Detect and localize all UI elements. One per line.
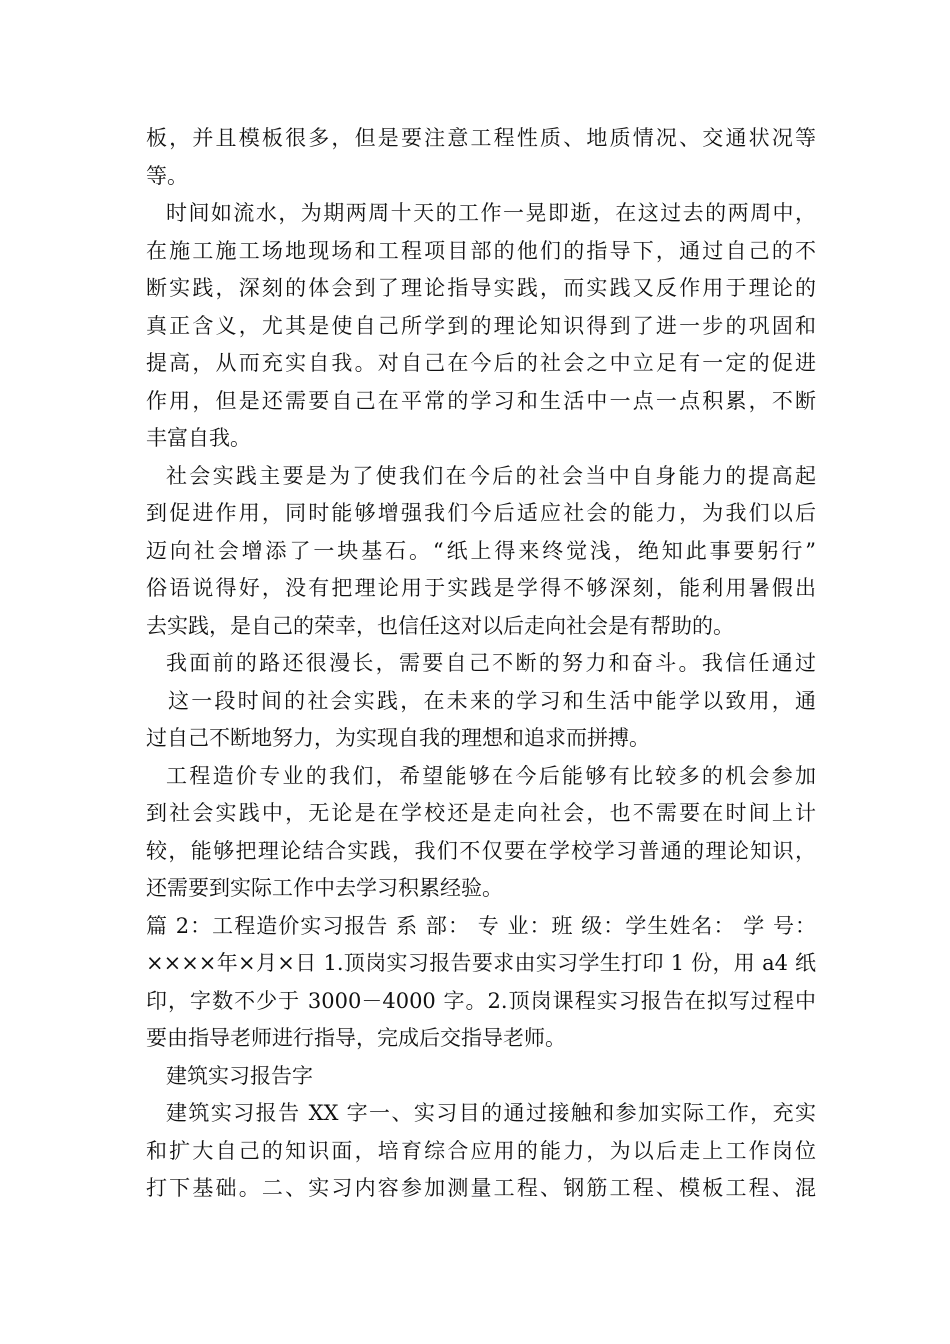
paragraph-line: 建筑实习报告 XX 字一、实习目的通过接触和参加实际工作，充实 (166, 1101, 816, 1125)
paragraph-line: 时间如流水，为期两周十天的工作一晃即逝，在这过去的两周中， (166, 201, 816, 225)
paragraph-line: 去实践，是自己的荣幸，也信任这对以后走向社会是有帮助的。 (146, 613, 734, 638)
paragraph-line: 工程造价专业的我们，希望能够在今后能够有比较多的机会参加 (166, 763, 816, 788)
paragraph-line: 作用，但是还需要自己在平常的学习和生活中一点一点积累，不断 (146, 388, 816, 413)
paragraph-line: 和扩大自己的知识面，培育综合应用的能力，为以后走上工作岗位 (146, 1138, 816, 1163)
paragraph-line: 俗语说得好，没有把理论用于实践是学得不够深刻，能利用暑假出 (146, 576, 816, 600)
paragraph-line: 较，能够把理论结合实践，我们不仅要在学校学习普通的理论知识， (146, 838, 816, 863)
section-heading-line: 篇 2：工程造价实习报告 系 部： 专 业：班 级：学生姓名： 学 号： (146, 913, 816, 938)
paragraph-line: 要由指导老师进行指导，完成后交指导老师。 (146, 1026, 566, 1050)
paragraph-line: 还需要到实际工作中去学习积累经验。 (146, 876, 503, 900)
paragraph-line: 这一段时间的社会实践，在未来的学习和生活中能学以致用，通 (168, 688, 816, 713)
paragraph-line: 等。 (146, 163, 188, 188)
paragraph-line: 到促进作用，同时能够增强我们今后适应社会的能力，为我们以后 (146, 501, 816, 525)
paragraph-line: 打下基础。二、实习内容参加测量工程、钢筋工程、模板工程、混 (146, 1176, 816, 1200)
section-title-line: 建筑实习报告字 (166, 1063, 313, 1088)
paragraph-line: 迈向社会增添了一块基石。“纸上得来终觉浅，绝知此事要躬行” (146, 538, 816, 563)
paragraph-line: 我面前的路还很漫长，需要自己不断的努力和奋斗。我信任通过 (166, 651, 816, 675)
paragraph-line: 印，字数不少于 3000－4000 字。2.顶岗课程实习报告在拟写过程中 (146, 988, 816, 1013)
paragraph-line: 社会实践主要是为了使我们在今后的社会当中自身能力的提高起 (166, 463, 816, 488)
paragraph-line: 真正含义，尤其是使自己所学到的理论知识得到了进一步的巩固和 (146, 313, 816, 338)
paragraph-line: 在施工施工场地现场和工程项目部的他们的指导下，通过自己的不 (146, 238, 816, 263)
paragraph-line: 板，并且模板很多，但是要注意工程性质、地质情况、交通状况等 (146, 126, 816, 150)
document-body (146, 120, 816, 1208)
paragraph-line: ××××年×月×日 1.顶岗实习报告要求由实习学生打印 1 份，用 a4 纸 (146, 951, 816, 975)
paragraph-line: 到社会实践中，无论是在学校还是走向社会，也不需要在时间上计 (146, 801, 816, 825)
paragraph-line: 丰富自我。 (146, 426, 251, 450)
paragraph-line: 断实践，深刻的体会到了理论指导实践，而实践又反作用于理论的 (146, 276, 816, 300)
paragraph-line: 提高，从而充实自我。对自己在今后的社会之中立足有一定的促进 (146, 351, 816, 375)
paragraph-line: 过自己不断地努力，为实现自我的理想和追求而拼搏。 (146, 726, 650, 750)
